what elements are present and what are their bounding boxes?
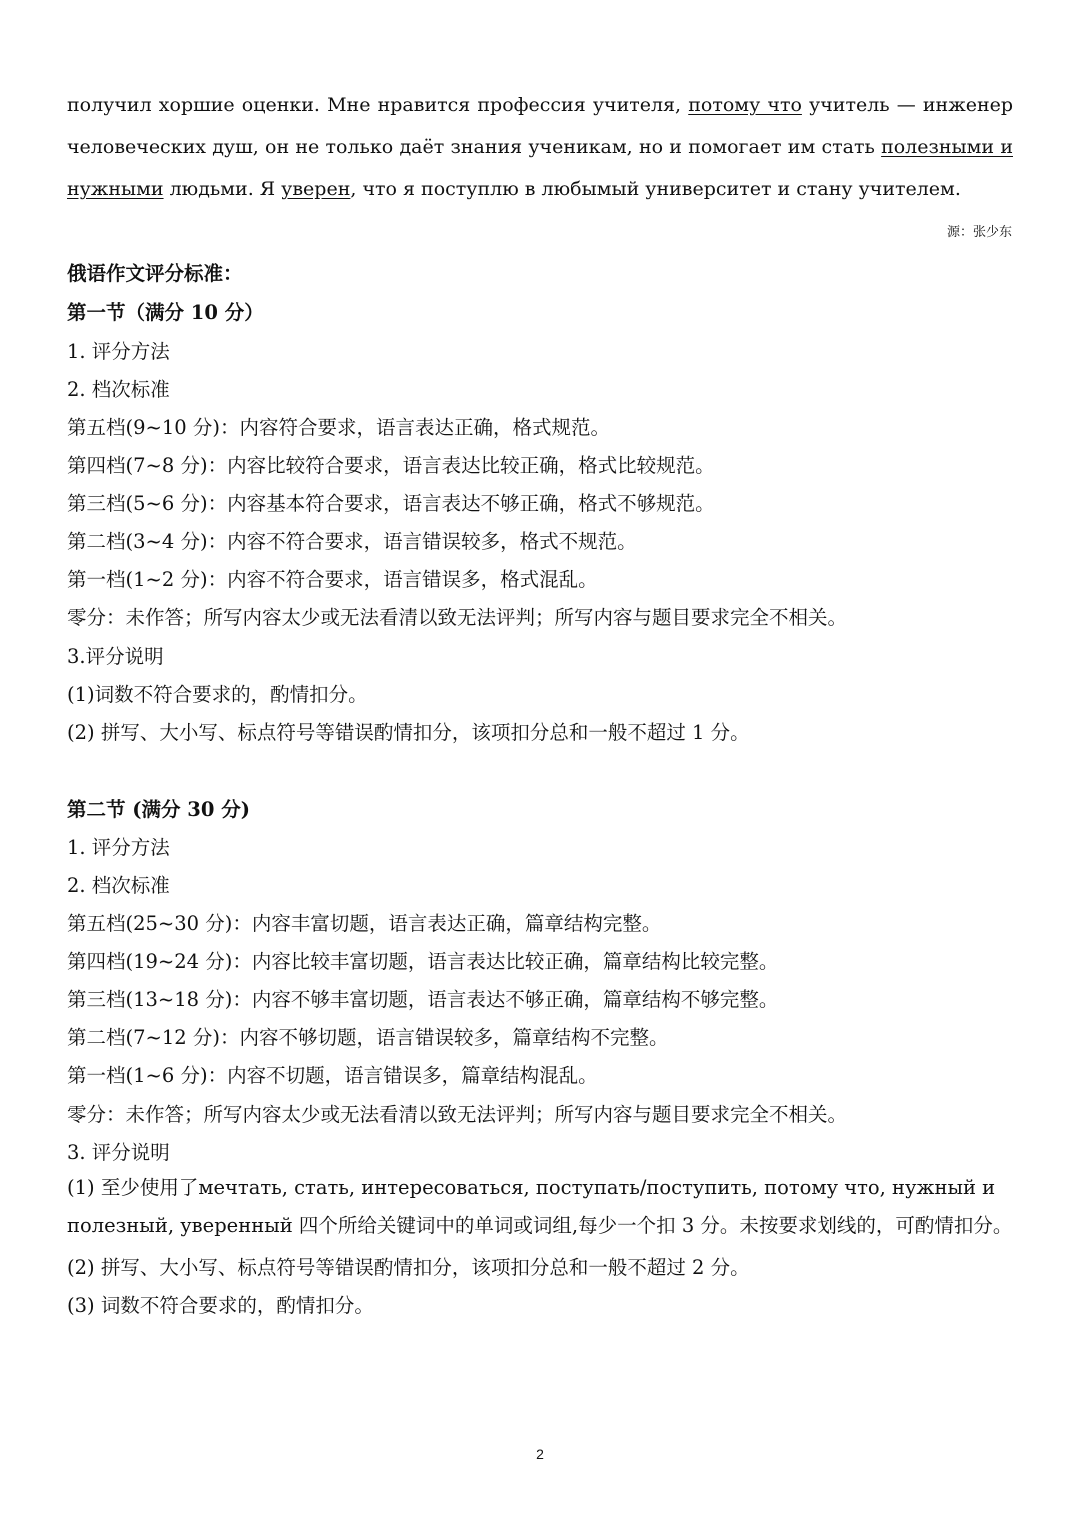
section1-level: 第五档(9~10 分)：内容符合要求，语言表达正确，格式规范。 [67,416,610,439]
criteria-title: 俄语作文评分标准： [67,262,243,285]
section1-note: (2) 拼写、大小写、标点符号等错误酌情扣分，该项扣分总和一般不超过 1 分。 [67,721,750,744]
section1-level: 第二档(3~4 分)：内容不符合要求，语言错误较多，格式不规范。 [67,530,637,553]
essay-text: учитель — инженер человеческих душ, он не только даёт знания ученикам, но и помогает им стать [67,94,1014,158]
essay-paragraph [67,84,1013,210]
section2-note-keywords: (1) 至少使用了мечтать, стать, интересоваться, поступать/поступить, потому что, нужный и полезный, уверенный 四个所给关键词中的单词或词组,每少一个扣 3 分。未按要求划线的，可酌情扣分。 [67,1176,1013,1237]
section1-level: 第一档(1~2 分)：内容不符合要求，语言错误多，格式混乱。 [67,568,598,591]
essay-underlined-phrase: полезными и нужными [67,136,1013,200]
essay-text: , что я поступлю в любымый университет и стану учителем. [350,178,961,200]
section1-level: 零分：未作答；所写内容太少或无法看清以致无法评判；所写内容与题目要求完全不相关。 [67,606,848,629]
section1-notes-title: 3.评分说明 [67,645,164,668]
essay-text: людьми. Я [163,178,282,200]
section2-level: 第三档(13~18 分)：内容不够丰富切题，语言表达不够正确，篇章结构不够完整。 [67,988,779,1011]
section2-notes-title: 3. 评分说明 [67,1141,170,1164]
section2-note: (2) 拼写、大小写、标点符号等错误酌情扣分，该项扣分总和一般不超过 2 分。 [67,1256,750,1279]
section1-level: 第四档(7~8 分)：内容比较符合要求，语言表达比较正确，格式比较规范。 [67,454,715,477]
essay-underlined-phrase: уверен [281,178,351,200]
section2-level: 零分：未作答；所写内容太少或无法看清以致无法评判；所写内容与题目要求完全不相关。 [67,1103,848,1126]
section2-level: 第四档(19~24 分)：内容比较丰富切题，语言表达比较正确，篇章结构比较完整。 [67,950,779,973]
section1-method: 1. 评分方法 [67,340,170,363]
section1-heading: 第一节（满分 10 分） [67,301,264,324]
section1-level: 第三档(5~6 分)：内容基本符合要求，语言表达不够正确，格式不够规范。 [67,492,715,515]
section2-level: 第二档(7~12 分)：内容不够切题，语言错误较多，篇章结构不完整。 [67,1026,669,1049]
section2-heading: 第二节 (满分 30 分) [67,798,250,821]
section2-method: 1. 评分方法 [67,836,170,859]
section2-level: 第一档(1~6 分)：内容不切题，语言错误多，篇章结构混乱。 [67,1064,598,1087]
essay-text: получил хоршие оценки. Мне нравится профессия учителя, [67,94,689,116]
essay-underlined-phrase: потому что [688,94,802,116]
section1-levels-title: 2. 档次标准 [67,378,170,401]
section2-level: 第五档(25~30 分)：内容丰富切题，语言表达正确，篇章结构完整。 [67,912,662,935]
section1-note: (1)词数不符合要求的，酌情扣分。 [67,683,368,706]
essay-source: 源：张少东 [946,225,1012,240]
page-number: 2 [536,1446,544,1462]
section2-levels-title: 2. 档次标准 [67,874,170,897]
section2-note: (3) 词数不符合要求的，酌情扣分。 [67,1294,374,1317]
